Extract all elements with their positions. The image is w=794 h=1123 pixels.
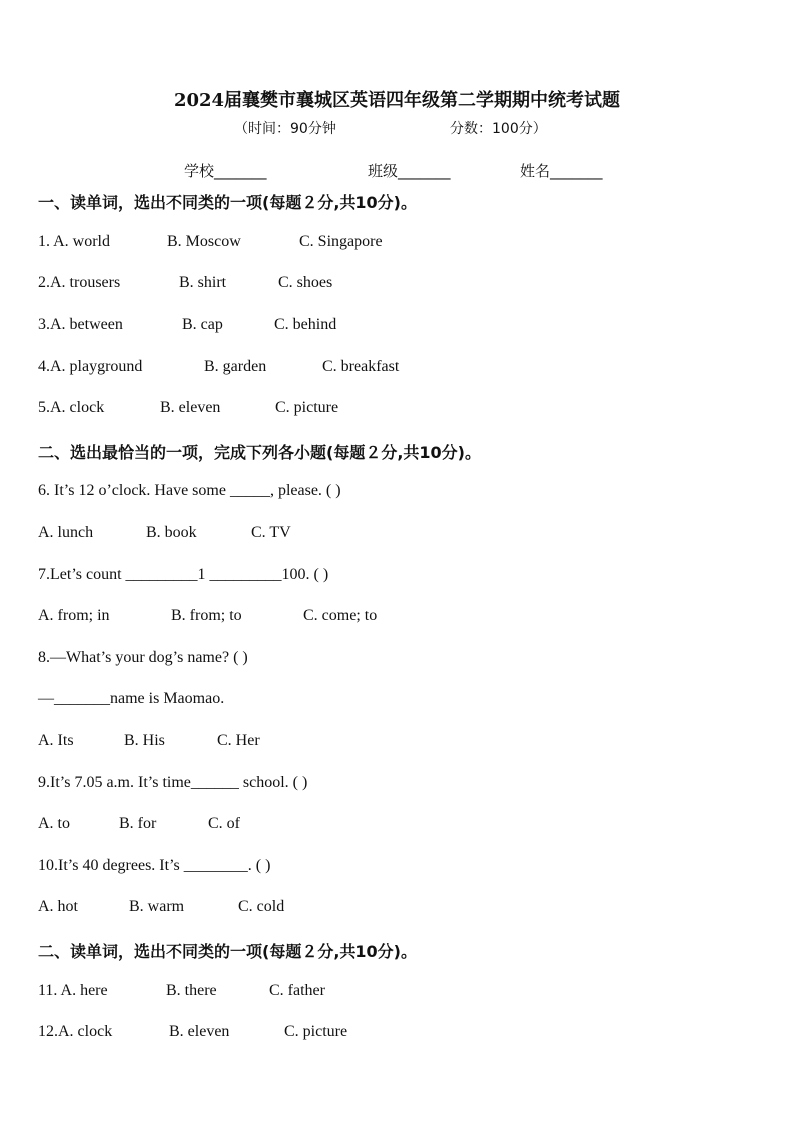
name-field: 姓名_______ xyxy=(520,162,603,180)
q2-option-c: C. shoes xyxy=(278,274,333,291)
q8-option-b: B. His xyxy=(124,732,165,749)
section-heading-1: 一、读单词，选出不同类的一项(每题２分,共10分)。 xyxy=(38,193,417,212)
q5-option-a: 5.A. clock xyxy=(38,399,105,416)
q10-option-a: A. hot xyxy=(38,898,78,915)
q2-option-a: 2.A. trousers xyxy=(38,274,121,291)
question-5 xyxy=(38,399,104,417)
class-field: 班级_______ xyxy=(368,162,451,180)
q3-option-a: 3.A. between xyxy=(38,316,123,333)
q12-option-c: C. picture xyxy=(284,1023,348,1040)
question-3 xyxy=(38,316,123,334)
question-2 xyxy=(38,274,120,292)
time-limit: （时间：90分钟 xyxy=(234,121,336,137)
q12-option-b: B. eleven xyxy=(169,1023,230,1040)
q12-option-a: 12.A. clock xyxy=(38,1023,113,1040)
section-heading-3: 二、读单词，选出不同类的一项(每题２分,共10分)。 xyxy=(38,942,417,961)
q6-option-c: C. TV xyxy=(251,524,291,541)
q6-option-a: A. lunch xyxy=(38,524,94,541)
q7-option-c: C. come; to xyxy=(303,607,378,624)
question-7-stem: 7.Let’s count _________1 _________100. ( ) xyxy=(38,566,329,583)
question-1 xyxy=(38,233,110,251)
total-score: 分数：100分） xyxy=(450,121,547,137)
exam-subtitle xyxy=(234,118,547,138)
question-8-stem: 8.—What’s your dog’s name? ( ) xyxy=(38,649,248,666)
q11-option-b: B. there xyxy=(166,982,217,999)
q7-option-a: A. from; in xyxy=(38,607,110,624)
q9-option-a: A. to xyxy=(38,815,70,832)
school-field: 学校_______ xyxy=(184,162,267,180)
q1-option-b: B. Moscow xyxy=(167,233,241,250)
question-12 xyxy=(38,1023,112,1041)
question-10-stem: 10.It’s 40 degrees. It’s ________. ( ) xyxy=(38,857,271,874)
q4-option-b: B. garden xyxy=(204,358,267,375)
q11-option-c: C. father xyxy=(269,982,325,999)
q10-option-c: C. cold xyxy=(238,898,285,915)
q8-option-a: A. Its xyxy=(38,732,74,749)
question-9-stem: 9.It’s 7.05 a.m. It’s time______ school. ( ) xyxy=(38,774,308,791)
q7-option-b: B. from; to xyxy=(171,607,242,624)
q3-option-c: C. behind xyxy=(274,316,337,333)
q8-option-c: C. Her xyxy=(217,732,260,749)
q10-option-b: B. warm xyxy=(129,898,185,915)
question-11 xyxy=(38,982,108,1000)
q11-option-a: 11. A. here xyxy=(38,982,108,999)
exam-title: 2024届襄樊市襄城区英语四年级第二学期期中统考试题 xyxy=(173,90,621,111)
question-6-stem: 6. It’s 12 o’clock. Have some _____, please. ( ) xyxy=(38,482,341,499)
q1-option-c: C. Singapore xyxy=(299,233,383,250)
q4-option-a: 4.A. playground xyxy=(38,358,143,375)
q4-option-c: C. breakfast xyxy=(322,358,400,375)
q2-option-b: B. shirt xyxy=(179,274,227,291)
section-heading-2: 二、选出最恰当的一项，完成下列各小题(每题２分,共10分)。 xyxy=(38,443,481,462)
q3-option-b: B. cap xyxy=(182,316,223,333)
q9-option-c: C. of xyxy=(208,815,240,832)
question-8-answer-line: —_______name is Maomao. xyxy=(38,690,225,707)
q5-option-c: C. picture xyxy=(275,399,339,416)
q1-option-a: 1. A. world xyxy=(38,233,110,250)
q9-option-b: B. for xyxy=(119,815,157,832)
q6-option-b: B. book xyxy=(146,524,197,541)
q5-option-b: B. eleven xyxy=(160,399,221,416)
question-4 xyxy=(38,358,142,376)
